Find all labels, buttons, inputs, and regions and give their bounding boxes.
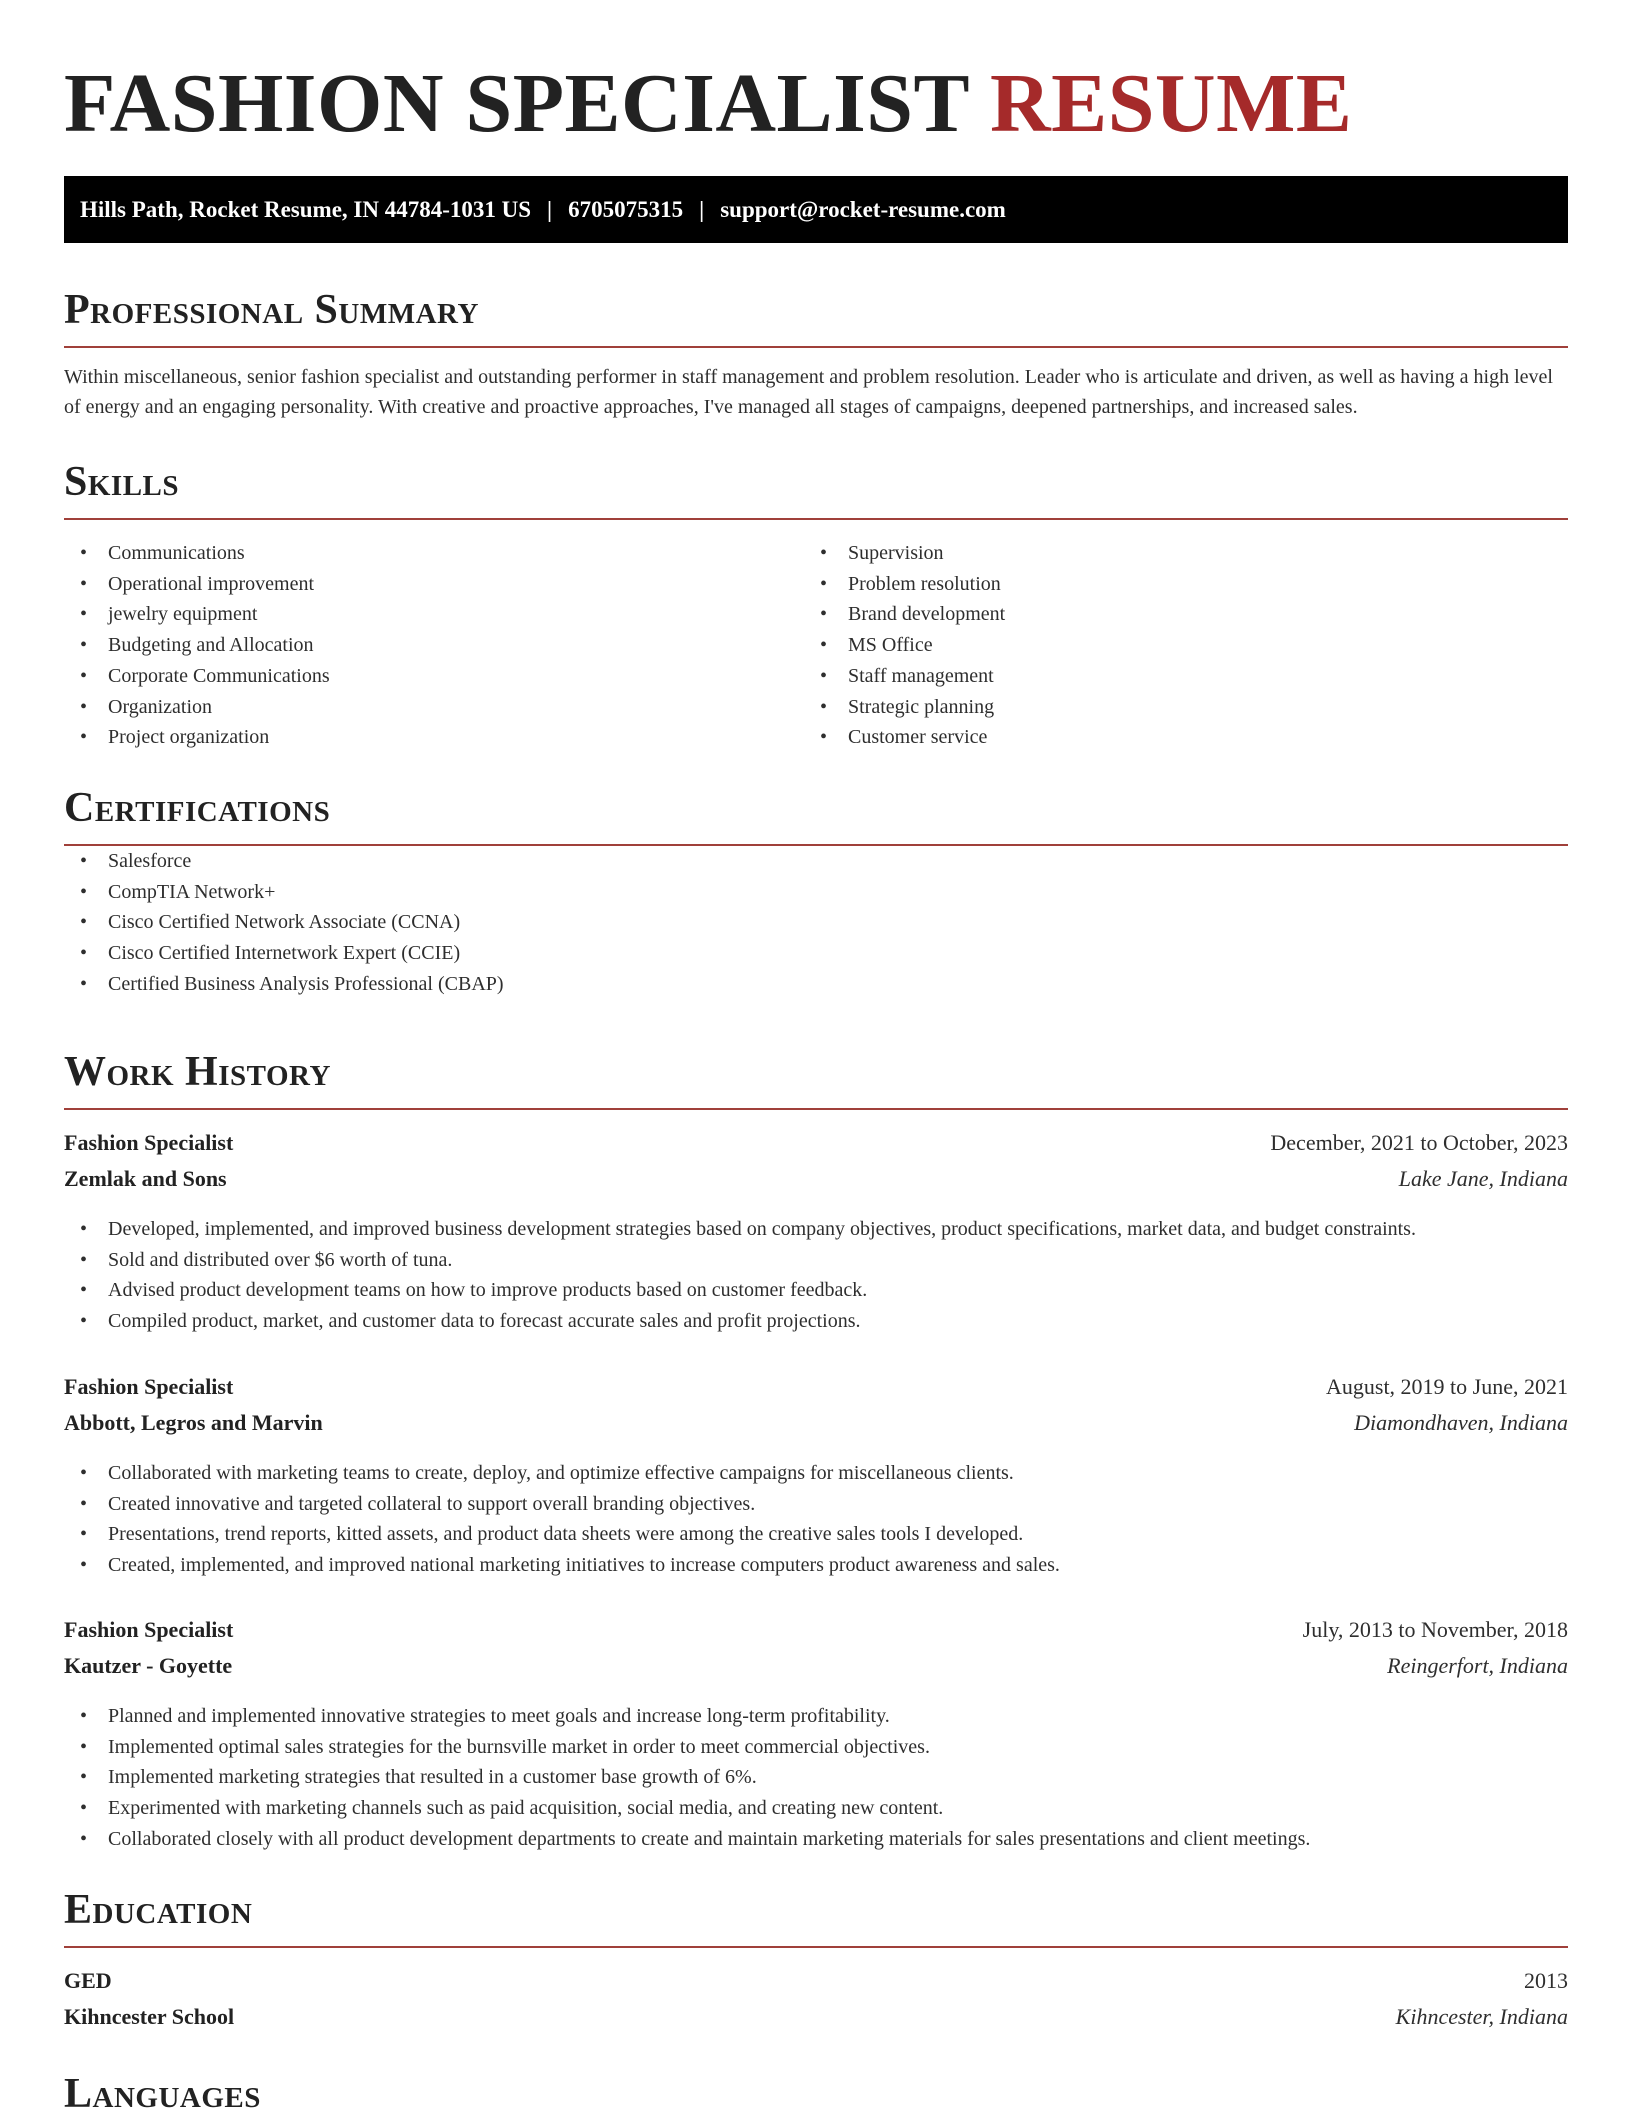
job-bullets [64, 1458, 1568, 1581]
skills-columns [64, 538, 1568, 753]
certification-item: • Cisco Certified Network Associate (CCNA) [64, 907, 1568, 938]
skill-item: • jewelry equipment [64, 599, 804, 630]
contact-email: support@rocket-resume.com [720, 196, 1006, 222]
education-school: Kihncester School [64, 2004, 235, 2029]
skills-list-left [64, 538, 804, 753]
job-dates: July, 2013 to November, 2018 [1302, 1617, 1568, 1642]
job-bullets [64, 1214, 1568, 1337]
skill-item: • Corporate Communications [64, 661, 804, 692]
job-title: Fashion Specialist [64, 1130, 234, 1155]
section-heading: Work History [64, 1049, 331, 1095]
job-entry [64, 1617, 1568, 1855]
title-main: FASHION SPECIALIST [64, 57, 969, 150]
certification-item: • CompTIA Network+ [64, 877, 1568, 908]
section-heading: Certifications [64, 785, 331, 831]
contact-bar [64, 176, 1568, 243]
skill-item: • Supervision [804, 538, 1544, 569]
skill-item: • Strategic planning [804, 692, 1544, 723]
job-location: Diamondhaven, Indiana [1354, 1410, 1568, 1435]
skill-item: • Operational improvement [64, 569, 804, 600]
job-bullet: • Experimented with marketing channels such as paid acquisition, social media, and creating new content. [64, 1793, 1568, 1824]
job-bullet: • Sold and distributed over $6 worth of tuna. [64, 1245, 1568, 1276]
contact-separator: | [699, 196, 705, 222]
contact-address: Hills Path, Rocket Resume, IN 44784-1031 US [80, 196, 532, 222]
job-entry [64, 1130, 1568, 1337]
skills-section [64, 456, 1568, 753]
certifications-section [64, 782, 1568, 1000]
skill-item: • Project organization [64, 722, 804, 753]
job-location: Lake Jane, Indiana [1398, 1166, 1568, 1191]
skill-item: • Staff management [804, 661, 1544, 692]
job-entry [64, 1374, 1568, 1581]
skill-item: • MS Office [804, 630, 1544, 661]
job-bullets [64, 1701, 1568, 1855]
section-heading: Languages [64, 2071, 261, 2117]
section-heading: Education [64, 1887, 253, 1933]
job-dates: December, 2021 to October, 2023 [1270, 1130, 1568, 1155]
job-location: Reingerfort, Indiana [1387, 1653, 1568, 1678]
education-year: 2013 [1524, 1968, 1568, 1993]
job-bullet: • Collaborated with marketing teams to create, deploy, and optimize effective campaigns for miscellaneous clients. [64, 1458, 1568, 1489]
section-heading: Skills [64, 459, 180, 505]
job-company: Zemlak and Sons [64, 1166, 227, 1191]
job-dates: August, 2019 to June, 2021 [1326, 1374, 1568, 1399]
job-company: Abbott, Legros and Marvin [64, 1410, 323, 1435]
education-degree: GED [64, 1968, 112, 1993]
certifications-list [64, 846, 1568, 1000]
title-accent: RESUME [990, 57, 1353, 150]
resume-title [64, 56, 1352, 152]
education-section [64, 1884, 1568, 1948]
summary-text: Within miscellaneous, senior fashion specialist and outstanding performer in staff management and problem resolution. Leader who is articulate and driven, as well as having a high level of energy and an engaging personality. With creative and proactive approaches, I've managed all stages of campaigns, deepened partnerships, and increased sales. [64, 366, 1553, 418]
job-bullet: • Advised product development teams on how to improve products based on customer feedback. [64, 1275, 1568, 1306]
job-bullet: • Created innovative and targeted collateral to support overall branding objectives. [64, 1489, 1568, 1520]
job-title: Fashion Specialist [64, 1617, 234, 1642]
section-divider [64, 518, 1568, 520]
contact-separator: | [547, 196, 553, 222]
job-bullet: • Developed, implemented, and improved business development strategies based on company objectives, product specifications, market data, and budget constraints. [64, 1214, 1568, 1245]
section-divider [64, 346, 1568, 348]
job-title: Fashion Specialist [64, 1374, 234, 1399]
summary-section [64, 284, 1568, 422]
certification-item: • Salesforce [64, 846, 1568, 877]
job-bullet: • Implemented optimal sales strategies for the burnsville market in order to meet commercial objectives. [64, 1732, 1568, 1763]
job-bullet: • Created, implemented, and improved national marketing initiatives to increase computers product awareness and sales. [64, 1550, 1568, 1581]
work-history-section [64, 1046, 1568, 1110]
job-bullet: • Compiled product, market, and customer data to forecast accurate sales and profit projections. [64, 1306, 1568, 1337]
skill-item: • Customer service [804, 722, 1544, 753]
education-entry [64, 1968, 1568, 2040]
languages-section [64, 2068, 1568, 2120]
skill-item: • Budgeting and Allocation [64, 630, 804, 661]
job-bullet: • Planned and implemented innovative strategies to meet goals and increase long-term profitability. [64, 1701, 1568, 1732]
section-divider [64, 1108, 1568, 1110]
job-bullet: • Collaborated closely with all product development departments to create and maintain marketing materials for sales presentations and client meetings. [64, 1824, 1568, 1855]
job-bullet: • Presentations, trend reports, kitted assets, and product data sheets were among the creative sales tools I developed. [64, 1519, 1568, 1550]
job-bullet: • Implemented marketing strategies that resulted in a customer base growth of 6%. [64, 1762, 1568, 1793]
section-divider [64, 1946, 1568, 1948]
contact-phone: 6705075315 [568, 196, 684, 222]
education-location: Kihncester, Indiana [1395, 2004, 1568, 2029]
skills-list-right [804, 538, 1544, 753]
certification-item: • Cisco Certified Internetwork Expert (CCIE) [64, 938, 1568, 969]
skill-item: • Problem resolution [804, 569, 1544, 600]
job-company: Kautzer - Goyette [64, 1653, 233, 1678]
certification-item: • Certified Business Analysis Professional (CBAP) [64, 969, 1568, 1000]
skill-item: • Brand development [804, 599, 1544, 630]
skill-item: • Communications [64, 538, 804, 569]
section-heading: Professional Summary [64, 287, 479, 333]
skill-item: • Organization [64, 692, 804, 723]
